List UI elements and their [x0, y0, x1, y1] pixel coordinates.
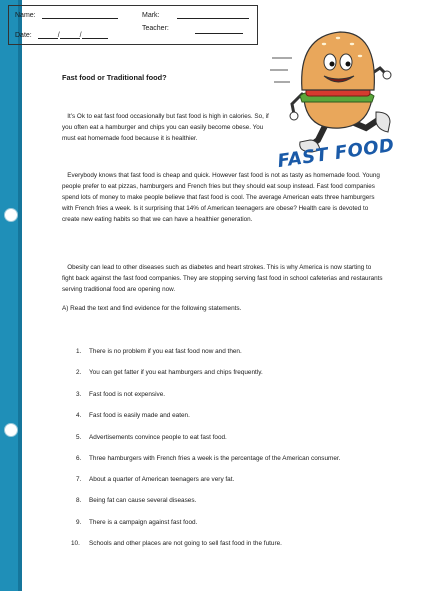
- statement-number: 9.: [76, 518, 82, 526]
- statement-number: 7.: [76, 476, 82, 484]
- statement-text: You can get fatter if you eat hamburgers and chips frequently.: [89, 369, 263, 377]
- statement-text: Schools and other places are not going to sell fast food in the future.: [89, 540, 282, 548]
- list-item: [76, 405, 388, 426]
- name-field: [15, 11, 118, 19]
- student-info-box: [8, 5, 258, 45]
- statement-number: 5.: [76, 433, 82, 441]
- exercise-instruction: A) Read the text and find evidence for the following statements.: [62, 305, 242, 312]
- statement-text: Three hamburgers with French fries a week is the percentage of the American consumer.: [89, 455, 341, 463]
- statement-text: Fast food is easily made and eaten.: [89, 412, 190, 420]
- mark-blank[interactable]: [177, 11, 249, 19]
- list-item: [76, 490, 388, 511]
- list-item: [76, 469, 388, 490]
- list-item: [76, 341, 388, 362]
- statement-list: [71, 341, 388, 555]
- statement-text: Being fat can cause several diseases.: [89, 497, 197, 505]
- statement-number: 10.: [71, 540, 80, 548]
- list-item: [76, 362, 388, 383]
- list-item: [76, 384, 388, 405]
- mark-field: [142, 11, 249, 19]
- teacher-field: [142, 25, 169, 32]
- binder-hole-bottom: [4, 423, 18, 437]
- statement-text: About a quarter of American teenagers are very fat.: [89, 476, 235, 484]
- mark-label: Mark:: [142, 12, 160, 19]
- statement-number: 1.: [76, 348, 82, 355]
- fast-food-caption: FAST FOOD: [276, 134, 396, 173]
- paragraph-2: [62, 170, 384, 225]
- statement-text: Fast food is not expensive.: [89, 390, 166, 398]
- date-day-blank[interactable]: [38, 31, 58, 39]
- statement-text: Advertisements convince people to eat fast food.: [89, 433, 227, 441]
- date-field: [15, 31, 108, 39]
- statement-number: 6.: [76, 455, 82, 463]
- list-item: [76, 512, 388, 533]
- date-year-blank[interactable]: [79, 31, 108, 39]
- statement-number: 2.: [76, 369, 82, 377]
- binder-hole-top: [4, 208, 18, 222]
- statement-text: There is no problem if you eat fast food now and then.: [89, 348, 242, 355]
- paragraph-3-text: Obesity can lead to other diseases such as diabetes and heart strokes. This is why America is now starting to fight back against the fast food companies. They are stopping serving fast food in school cafeterias and restaurants serving traditional food are opening now.: [62, 264, 383, 293]
- list-item: [76, 448, 388, 469]
- statement-number: 4.: [76, 412, 82, 420]
- date-month-blank[interactable]: [57, 31, 80, 39]
- paragraph-1-text: It’s Ok to eat fast food occasionally but fast food is high in calories. So, if you often eat a hamburger and chips you can easily become obese. You must eat homemade food because it is healthier.: [62, 113, 269, 142]
- name-label: Name:: [15, 12, 36, 19]
- teacher-label: Teacher:: [142, 25, 169, 32]
- list-item: [71, 533, 388, 554]
- date-separator: /: [57, 32, 60, 39]
- teacher-blank[interactable]: [195, 26, 243, 34]
- fast-food-illustration: [268, 18, 396, 176]
- statement-text: There is a campaign against fast food.: [89, 518, 198, 526]
- paragraph-1: [62, 111, 272, 144]
- worksheet-title: Fast food or Traditional food?: [62, 73, 167, 82]
- binder-spine-shade: [18, 0, 22, 591]
- date-separator: /: [79, 32, 82, 39]
- statement-number: 8.: [76, 497, 82, 505]
- binder-spine: [0, 0, 22, 591]
- paragraph-2-text: Everybody knows that fast food is cheap and quick. However fast food is not as tasty as homemade food. Young people prefer to eat pizzas, hamburgers and French fries but they should eat soup instead. Fast food companies spend lots of money to make people believe that fast food is cool. The average American eats three hamburgers with French fries a week. Is it surprising that 14% of American teenagers are obese? Health care is devoted to create new eating habits so that we can have a healthier generation.: [62, 172, 380, 223]
- paragraph-3: [62, 262, 384, 295]
- name-blank[interactable]: [42, 11, 118, 19]
- statement-number: 3.: [76, 390, 82, 398]
- date-label: Date:: [15, 32, 32, 39]
- list-item: [76, 427, 388, 448]
